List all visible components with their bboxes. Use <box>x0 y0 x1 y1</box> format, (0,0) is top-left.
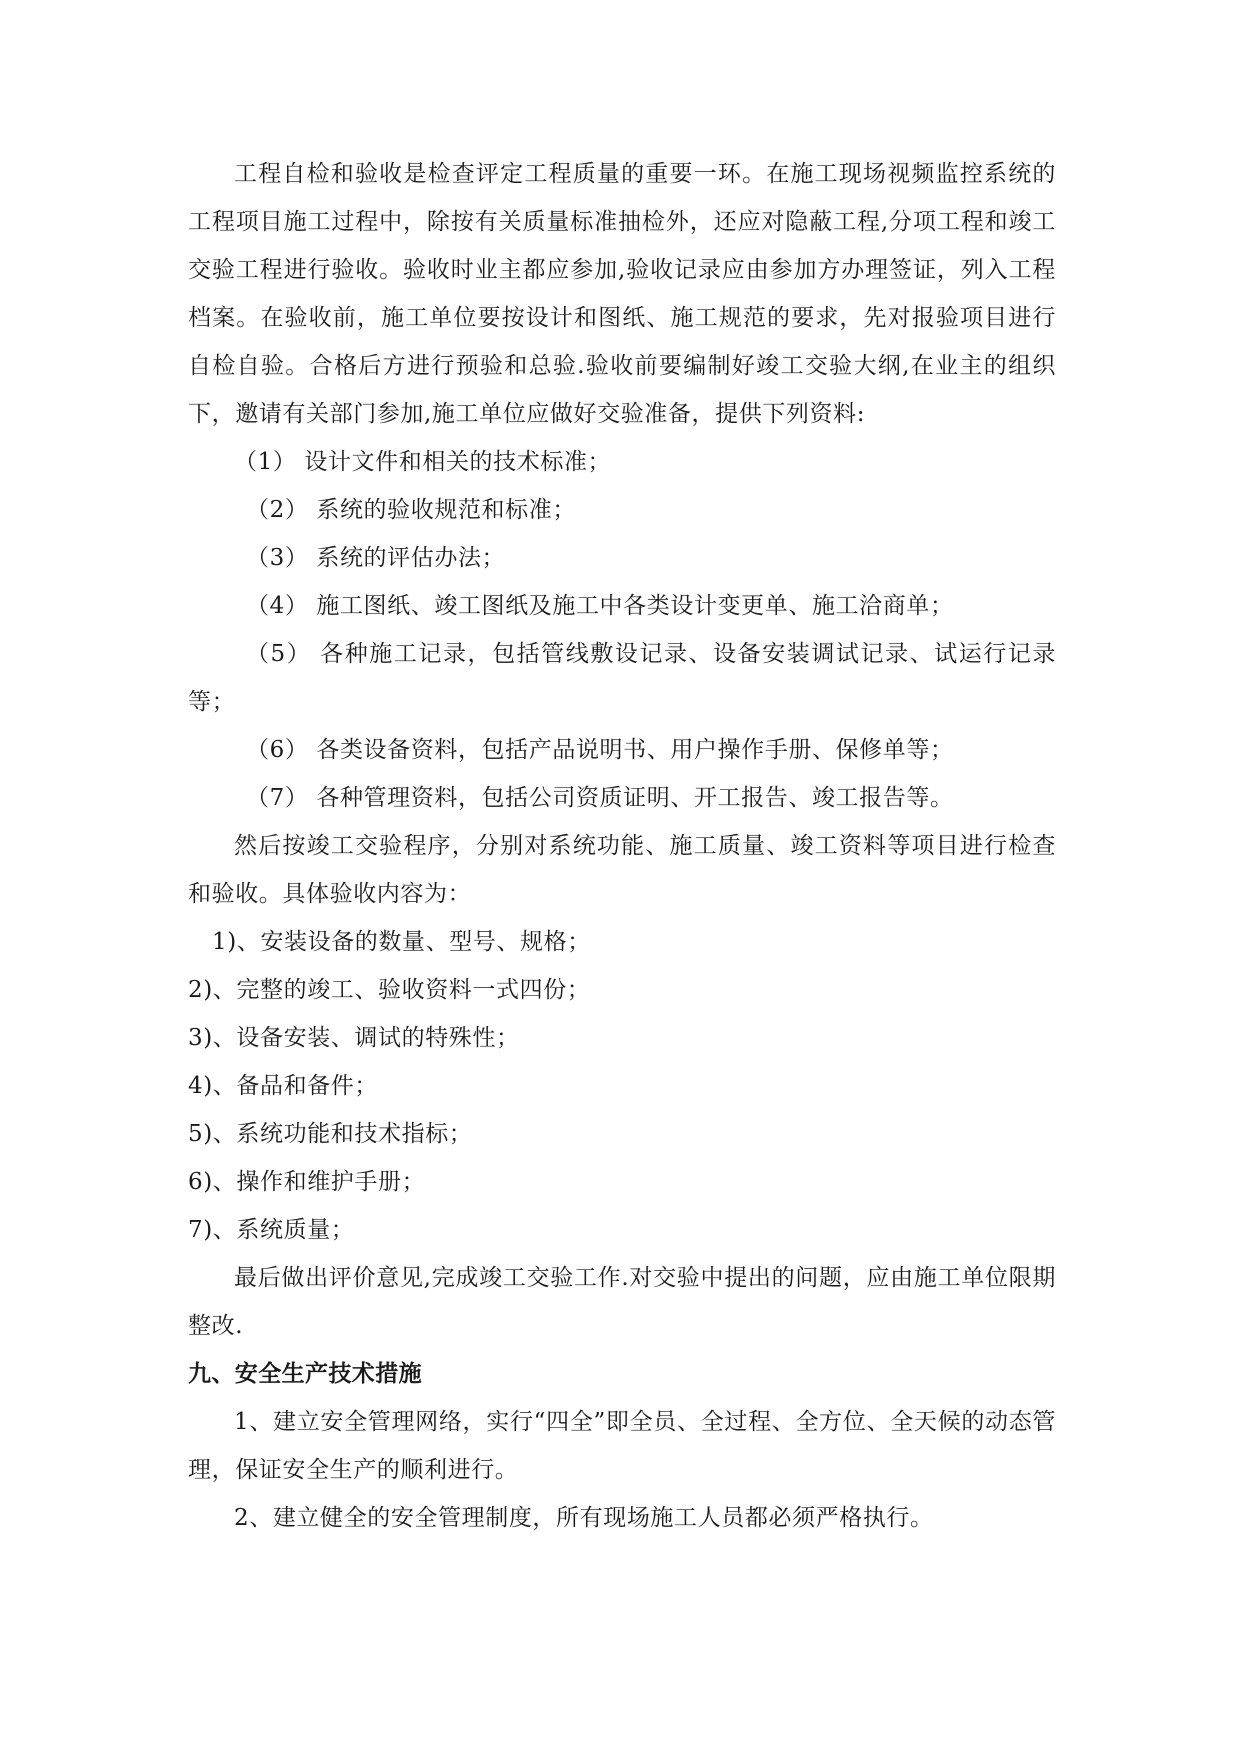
paragraph-final-evaluation: 最后做出评价意见,完成竣工交验工作.对交验中提出的问题，应由施工单位限期整改. <box>188 1265 1056 1339</box>
list-item-system-functions: 5)、系统功能和技术指标； <box>188 1121 473 1147</box>
list-item-design-documents: （1） 设计文件和相关的技术标准； <box>234 449 612 475</box>
list-item-equipment-quantity: 1)、安装设备的数量、型号、规格； <box>212 929 591 955</box>
list-item-drawings: （4） 施工图纸、竣工图纸及施工中各类设计变更单、施工洽商单； <box>246 593 954 619</box>
list-item-acceptance-specs: （2） 系统的验收规范和标准； <box>246 497 576 523</box>
list-item-operation-manual: 6)、操作和维护手册； <box>188 1169 426 1195</box>
section-heading-safety: 九、安全生产技术措施 <box>188 1360 422 1387</box>
paragraph-inspection-acceptance: 工程自检和验收是检查评定工程质量的重要一环。在施工现场视频监控系统的工程项目施工过程中，除按有关质量标准抽检外，还应对隐蔽工程,分项工程和竣工交验工程进行验收。验收时业主都应参加,验收记录应由参加方办理签证，列入工程档案。在验收前，施工单位要按设计和图纸、施工规范的要求，先对报验项目进行自检自验。合格后方进行预验和总验.验收前要编制好竣工交验大纲,在业主的组织下，邀请有关部门参加,施工单位应做好交验准备，提供下列资料: <box>188 161 1056 427</box>
list-item-system-quality: 7)、系统质量； <box>188 1217 355 1243</box>
list-item-installation-specifics: 3)、设备安装、调试的特殊性； <box>188 1025 520 1051</box>
list-item-construction-records: （5） 各种施工记录，包括管线敷设记录、设备安装调试记录、试运行记录等； <box>188 641 1056 715</box>
paragraph-safety-rules: 2、建立健全的安全管理制度，所有现场施工人员都必须严格执行。 <box>234 1505 934 1531</box>
list-item-spare-parts: 4)、备品和备件； <box>188 1073 379 1099</box>
list-item-equipment-documents: （6） 各类设备资料，包括产品说明书、用户操作手册、保修单等； <box>246 737 954 763</box>
list-item-completion-documents: 2)、完整的竣工、验收资料一式四份； <box>188 977 591 1003</box>
paragraph-acceptance-procedure: 然后按竣工交验程序，分别对系统功能、施工质量、竣工资料等项目进行检查和验收。具体验收内容为： <box>188 833 1056 907</box>
list-item-evaluation-methods: （3） 系统的评估办法； <box>246 545 506 571</box>
document-body <box>188 150 1056 1542</box>
paragraph-safety-network: 1、建立安全管理网络，实行“四全”即全员、全过程、全方位、全天候的动态管理，保证安全生产的顺利进行。 <box>188 1409 1056 1483</box>
list-item-management-documents: （7） 各种管理资料，包括公司资质证明、开工报告、竣工报告等。 <box>246 785 954 811</box>
